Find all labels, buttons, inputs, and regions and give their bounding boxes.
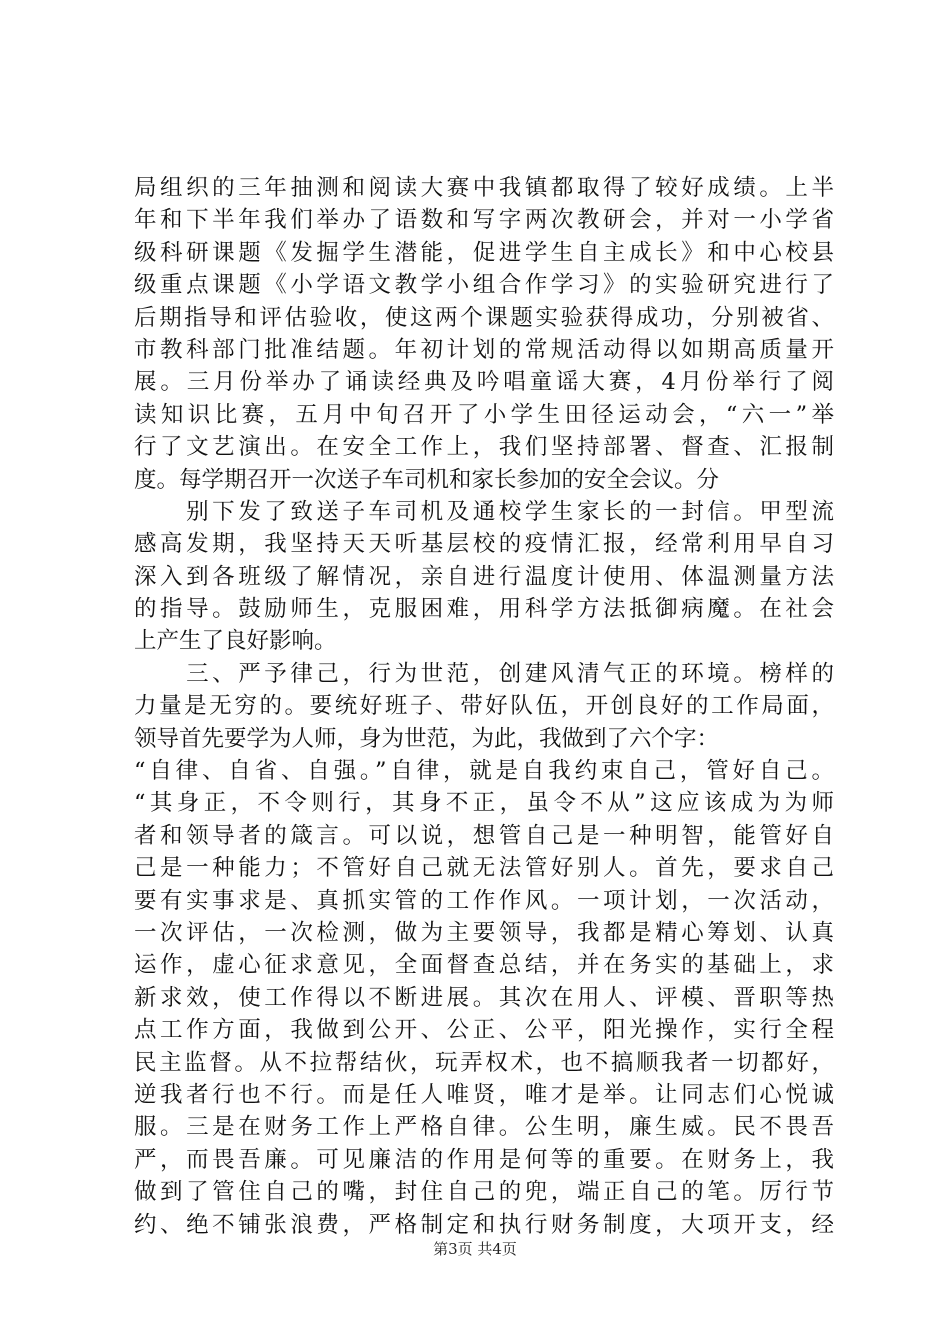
text-line: 三、严予律己，行为世范，创建风清气正的环境。榜样的 (134, 660, 834, 687)
text-line: 新求效，使工作得以不断进展。其次在用人、评模、晋职等热 (134, 984, 834, 1011)
text-line: 度。每学期召开一次送子车司机和家长参加的安全会议。分 (134, 466, 720, 493)
text-line: 局组织的三年抽测和阅读大赛中我镇都取得了较好成绩。上半 (134, 175, 834, 201)
text-line: 市教科部门批准结题。年初计划的常规活动得以如期高质量开 (134, 336, 834, 363)
text-line: 年和下半年我们举办了语数和写字两次教研会，并对一小学省 (134, 207, 834, 234)
text-line: 约、绝不铺张浪费，严格制定和执行财务制度，大项开支，经 (134, 1211, 834, 1238)
text-line: 领导首先要学为人师，身为世范，为此，我做到了六个字： (134, 725, 720, 752)
text-line: 要有实事求是、真抓实管的工作作风。一项计划，一次活动， (134, 887, 834, 914)
text-line: 运作，虚心征求意见，全面督查总结，并在务实的基础上，求 (134, 952, 834, 979)
text-line: “自律、自省、自强。”自律，就是自我约束自己，管好自己。 (134, 758, 834, 785)
text-line: 点工作方面，我做到公开、公正、公平，阳光操作，实行全程 (134, 1017, 834, 1044)
text-line: 逆我者行也不行。而是任人唯贤，唯才是举。让同志们心悦诚 (134, 1081, 834, 1108)
page-number-footer: 第3页 共4页 (433, 1240, 517, 1258)
text-line: 行了文艺演出。在安全工作上，我们坚持部署、督查、汇报制 (134, 434, 834, 461)
text-line: 读知识比赛，五月中旬召开了小学生田径运动会，“六一”举 (134, 401, 834, 428)
text-line: 严，而畏吾廉。可见廉洁的作用是何等的重要。在财务上，我 (134, 1146, 834, 1173)
text-line: 后期指导和评估验收，使这两个课题实验获得成功，分别被省、 (134, 304, 834, 331)
text-line: 的指导。鼓励师生，克服困难，用科学方法抵御病魔。在社会 (134, 596, 834, 623)
text-line: 己是一种能力；不管好自己就无法管好别人。首先，要求自己 (134, 855, 834, 882)
text-line: 感高发期，我坚持天天听基层校的疫情汇报，经常利用早自习 (134, 531, 834, 558)
text-line: 做到了管住自己的嘴，封住自己的兜，端正自己的笔。厉行节 (134, 1179, 834, 1206)
text-line: 深入到各班级了解情况，亲自进行温度计使用、体温测量方法 (134, 563, 834, 590)
text-line: 服。三是在财务工作上严格自律。公生明，廉生威。民不畏吾 (134, 1114, 834, 1141)
text-line: 民主监督。从不拉帮结伙，玩弄权术，也不搞顺我者一切都好， (134, 1049, 834, 1076)
document-body (134, 172, 834, 1241)
text-line: 别下发了致送子车司机及通校学生家长的一封信。甲型流 (134, 498, 834, 525)
text-line: 力量是无穷的。要统好班子、带好队伍，开创良好的工作局面， (134, 693, 834, 720)
text-line: 上产生了良好影响。 (134, 628, 337, 655)
text-line: 者和领导者的箴言。可以说，想管自己是一种明智，能管好自 (134, 822, 834, 849)
text-line: 级重点课题《小学语文教学小组合作学习》的实验研究进行了 (134, 272, 834, 299)
text-line: 级科研课题《发掘学生潜能，促进学生自主成长》和中心校县 (134, 239, 834, 266)
text-line: 展。三月份举办了诵读经典及吟唱童谣大赛，4月份举行了阅 (134, 369, 834, 396)
text-line: “其身正，不令则行，其身不正，虽令不从”这应该成为为师 (134, 790, 834, 817)
text-line: 一次评估，一次检测，做为主要领导，我都是精心筹划、认真 (134, 919, 834, 946)
